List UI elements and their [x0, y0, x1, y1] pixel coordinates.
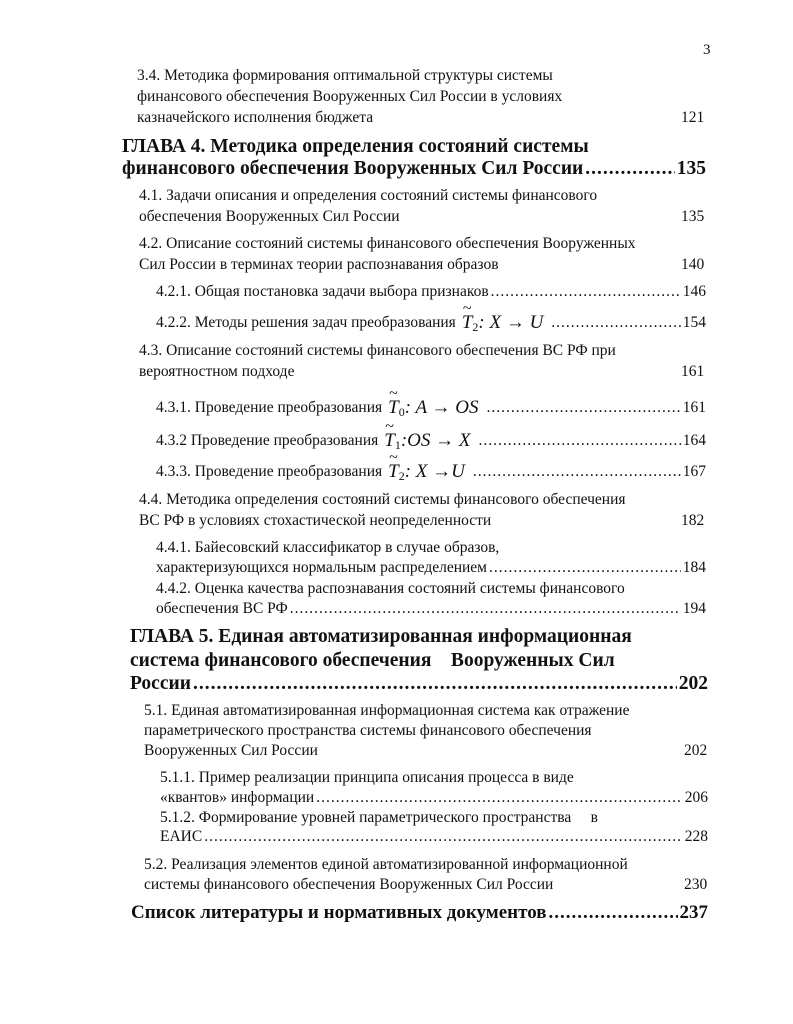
- dot-leader: [491, 281, 681, 303]
- toc-text-line: 4.1. Задачи описания и определения состояний системы финансового: [139, 187, 598, 204]
- references-title: Список литературы и нормативных документов: [131, 902, 547, 923]
- toc-text-line: 5.1.1. Пример реализации принципа описания процесса в виде: [160, 769, 574, 786]
- chapter-title-line: России: [130, 673, 191, 694]
- toc-text-line: 4.4.2. Оценка качества распознавания состояний системы финансового: [156, 580, 625, 597]
- toc-entry-4-3-1[interactable]: [156, 396, 706, 422]
- toc-text-line: ВС РФ в условиях стохастической неопределенности: [139, 512, 492, 529]
- toc-entry-4-2-2[interactable]: [156, 311, 706, 337]
- toc-page-number: 182: [681, 512, 705, 529]
- toc-text-line: 4.2.1. Общая постановка задачи выбора признаков: [156, 283, 489, 300]
- toc-page-number: 230: [684, 876, 708, 893]
- dot-leader: [316, 787, 683, 809]
- toc-page-number: 184: [682, 559, 706, 576]
- toc-text-line: характеризующихся нормальным распределением: [156, 559, 487, 576]
- toc-text-line: системы финансового обеспечения Вооруженных Сил России: [144, 876, 554, 893]
- toc-text-line: вероятностном подходе: [139, 363, 295, 380]
- toc-page-number: 135: [676, 158, 706, 179]
- formula-symbol: ~ T: [384, 430, 395, 452]
- chapter-title-line: финансового обеспечения Вооруженных Сил России: [122, 158, 584, 179]
- dot-leader: [551, 312, 680, 334]
- toc-text-line: 3.4. Методика формирования оптимальной структуры системы: [137, 67, 553, 84]
- transform-formula: [388, 461, 465, 487]
- dot-leader: [479, 430, 681, 452]
- toc-page-number: 164: [682, 432, 706, 449]
- formula-subscript: 1: [394, 438, 401, 452]
- formula-mapping: : A → OS: [404, 397, 479, 418]
- dot-leader: [486, 397, 680, 419]
- toc-page-number: 206: [684, 789, 708, 806]
- toc-text-line: Сил России в терминах теории распознавания образов: [139, 256, 499, 273]
- toc-page-number: 228: [684, 828, 708, 845]
- toc-page-number: 237: [679, 902, 708, 923]
- formula-mapping: :OS → X: [400, 430, 471, 451]
- toc-text-line: 4.4.1. Байесовский классификатор в случае образов,: [156, 539, 500, 556]
- dot-leader: [290, 598, 681, 620]
- toc-text-line: 4.2. Описание состояний системы финансового обеспечения Вооруженных: [139, 235, 636, 252]
- toc-page-number: 154: [682, 314, 706, 331]
- formula-symbol: ~ T: [388, 461, 399, 483]
- dot-leader: [473, 461, 681, 483]
- toc-text-line: Вооруженных Сил России: [144, 742, 318, 759]
- toc-text-line: 5.1.2. Формирование уровней параметрического пространства в: [160, 809, 598, 826]
- dot-leader: [548, 902, 677, 924]
- toc-text-line: обеспечения ВС РФ: [156, 600, 288, 617]
- toc-page-number: 202: [684, 742, 708, 759]
- toc-text-line: финансового обеспечения Вооруженных Сил России в условиях: [137, 88, 563, 105]
- dot-leader: [193, 671, 677, 697]
- toc-page-number: 146: [682, 283, 706, 300]
- transform-formula: [388, 397, 478, 423]
- toc-text-line: 5.1. Единая автоматизированная информационная система как отражение: [144, 702, 630, 719]
- toc-text-line: казначейского исполнения бюджета: [137, 109, 374, 126]
- page-number: 3: [703, 42, 711, 58]
- formula-mapping: : X → U: [478, 312, 544, 333]
- toc-text-line: 5.2. Реализация элементов единой автоматизированной информационной: [144, 856, 628, 873]
- chapter-title-line: ГЛАВА 4. Методика определения состояний системы: [122, 136, 589, 157]
- formula-symbol: ~ T: [462, 312, 473, 334]
- dot-leader: [204, 826, 683, 848]
- transform-formula: [462, 312, 543, 338]
- toc-page-number: 194: [682, 600, 706, 617]
- toc-text-line: обеспечения Вооруженных Сил России: [139, 208, 400, 225]
- toc-text-line: 4.3. Описание состояний системы финансового обеспечения ВС РФ при: [139, 342, 616, 359]
- toc-text-line: параметрического пространства системы финансового обеспечения: [144, 722, 592, 739]
- chapter-title-line: система финансового обеспечения Вооруженных Сил: [130, 650, 615, 671]
- toc-text-line: 4.2.2. Методы решения задач преобразования: [156, 314, 456, 331]
- formula-mapping: : X →U: [404, 461, 465, 482]
- formula-subscript: 0: [398, 405, 405, 419]
- toc-text-line: 4.4. Методика определения состояний системы финансового обеспечения: [139, 491, 626, 508]
- toc-page-number: 167: [682, 463, 706, 480]
- toc-page-number: 135: [681, 208, 705, 225]
- toc-page-number: 202: [678, 673, 708, 694]
- toc-entry-4-2-1[interactable]: [156, 281, 706, 303]
- dot-leader: [489, 557, 681, 579]
- toc-text-line: «квантов» информации: [160, 789, 315, 806]
- toc-text-line: 4.3.1. Проведение преобразования: [156, 399, 383, 416]
- toc-entry-4-3-2[interactable]: [156, 429, 706, 455]
- toc-entry-4-3-3[interactable]: [156, 460, 706, 486]
- toc-page-number: 161: [682, 399, 706, 416]
- dot-leader: [585, 156, 674, 182]
- toc-page-number: 140: [681, 256, 705, 273]
- formula-subscript: 2: [472, 320, 479, 334]
- toc-page-number: 161: [681, 363, 705, 380]
- toc-page-number: 121: [681, 109, 705, 126]
- formula-subscript: 2: [398, 469, 405, 483]
- toc-text-line: ЕАИС: [160, 828, 203, 845]
- toc-text-line: 4.3.2 Проведение преобразования: [156, 432, 379, 449]
- chapter-title-line: ГЛАВА 5. Единая автоматизированная информационная: [130, 626, 632, 647]
- toc-text-line: 4.3.3. Проведение преобразования: [156, 463, 383, 480]
- toc-references[interactable]: [131, 902, 708, 924]
- formula-symbol: ~ T: [388, 397, 399, 419]
